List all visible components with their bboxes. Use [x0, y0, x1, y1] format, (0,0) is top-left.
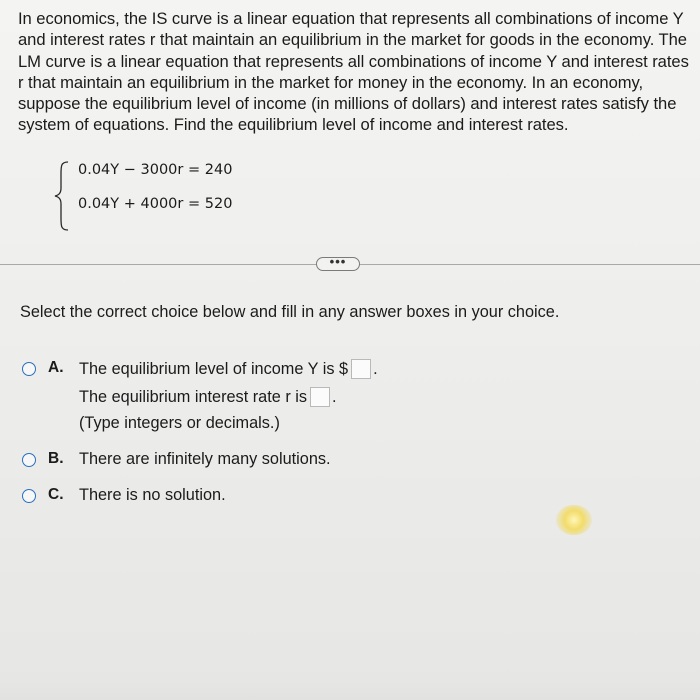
show-more-button[interactable]: ••• — [316, 257, 360, 271]
equation-lm-curve: 0.04Y + 4000r = 520 — [78, 196, 233, 212]
interest-rate-answer-box[interactable] — [310, 387, 330, 407]
screen-glare — [556, 505, 592, 535]
choice-c-text: There is no solution. — [79, 486, 226, 504]
equation-system — [52, 160, 292, 232]
choice-a-radio[interactable] — [22, 362, 36, 376]
income-label: The equilibrium level of income Y is $ — [79, 360, 349, 378]
income-suffix: . — [373, 360, 378, 378]
problem-statement: In economics, the IS curve is a linear equation that represents all combinations of income Y and interest rates r that maintain an equilibrium in the market for goods in the economy. The LM curve is a linear equation that represents all combinations of income Y and interest rates r that maintain an equilibrium in the market for money in the economy. In an economy, suppose the equilibrium level of income (in millions of dollars) and interest rates satisfy the system of equations. Find the equilibrium level of income and interest rates. — [18, 9, 689, 135]
choice-a-note: (Type integers or decimals.) — [79, 414, 280, 432]
equation-is-curve: 0.04Y − 3000r = 240 — [78, 162, 233, 178]
left-brace-icon — [52, 160, 72, 232]
income-answer-box[interactable] — [351, 359, 371, 379]
instruction-text: Select the correct choice below and fill in any answer boxes in your choice. — [20, 303, 560, 321]
choice-c-letter: C. — [48, 486, 64, 503]
choice-b-text: There are infinitely many solutions. — [79, 450, 331, 468]
interest-rate-label: The equilibrium interest rate r is — [79, 388, 308, 406]
screen-bottom-edge — [0, 680, 700, 700]
interest-rate-suffix: . — [332, 388, 337, 406]
choice-a-line2 — [79, 387, 337, 407]
choice-a-letter: A. — [48, 359, 64, 376]
choice-c-radio[interactable] — [22, 489, 36, 503]
choice-b-radio[interactable] — [22, 453, 36, 467]
choice-a-line1 — [79, 359, 378, 379]
choice-b-letter: B. — [48, 450, 64, 467]
